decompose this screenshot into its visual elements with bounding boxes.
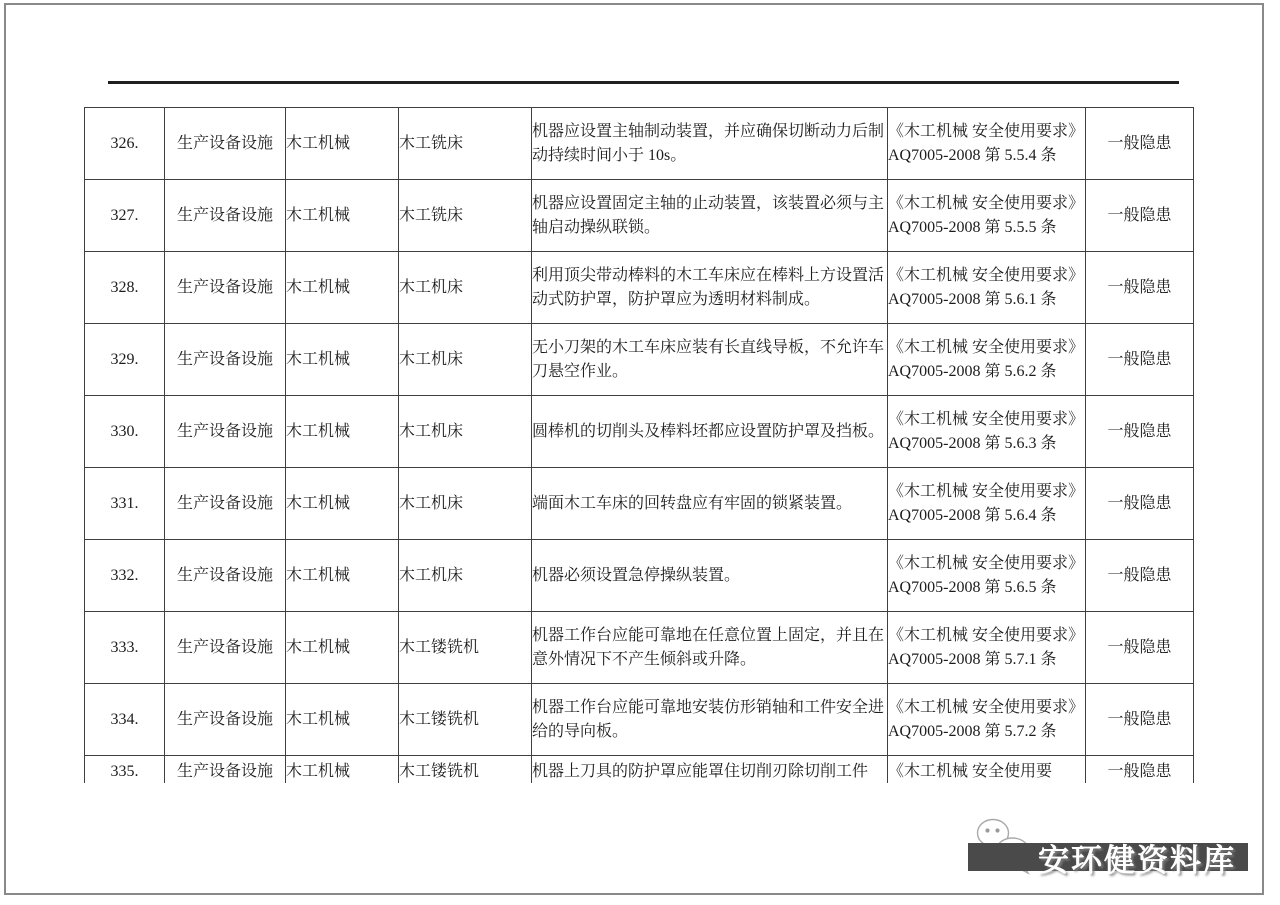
- header-rule: [108, 81, 1179, 84]
- cell-hazard-level: 一般隐患: [1086, 540, 1194, 612]
- cell-reference: 《木工机械 安全使用要求》AQ7005-2008 第 5.5.4 条: [888, 108, 1086, 180]
- cell-equipment: 木工机床: [399, 324, 532, 396]
- cell-reference: 《木工机械 安全使用要求》AQ7005-2008 第 5.6.2 条: [888, 324, 1086, 396]
- table-row: [85, 324, 1194, 396]
- cell-hazard-level: 一般隐患: [1086, 180, 1194, 252]
- cell-reference: 《木工机械 安全使用要求》AQ7005-2008 第 5.5.5 条: [888, 180, 1086, 252]
- table-row: [85, 684, 1194, 756]
- cell-description: 机器上刀具的防护罩应能罩住切削刃除切削工件: [532, 756, 888, 784]
- cell-hazard-level: 一般隐患: [1086, 252, 1194, 324]
- cell-category: 生产设备设施: [165, 684, 286, 756]
- table-row: [85, 252, 1194, 324]
- cell-equipment: 木工镂铣机: [399, 612, 532, 684]
- table-row: [85, 396, 1194, 468]
- cell-hazard-level: 一般隐患: [1086, 612, 1194, 684]
- hazard-table: [84, 107, 1194, 783]
- cell-description: 端面木工车床的回转盘应有牢固的锁紧装置。: [532, 468, 888, 540]
- cell-number: 333.: [85, 612, 165, 684]
- cell-description: 机器工作台应能可靠地在任意位置上固定，并且在意外情况下不产生倾斜或升降。: [532, 612, 888, 684]
- cell-equipment: 木工机床: [399, 252, 532, 324]
- cell-number: 334.: [85, 684, 165, 756]
- cell-category: 生产设备设施: [165, 612, 286, 684]
- cell-number: 327.: [85, 180, 165, 252]
- cell-category: 生产设备设施: [165, 180, 286, 252]
- cell-number: 330.: [85, 396, 165, 468]
- cell-category: 生产设备设施: [165, 324, 286, 396]
- cell-number: 329.: [85, 324, 165, 396]
- cell-hazard-level: 一般隐患: [1086, 396, 1194, 468]
- cell-equipment: 木工机床: [399, 468, 532, 540]
- cell-machine-type: 木工机械: [286, 756, 399, 784]
- cell-description: 利用顶尖带动棒料的木工车床应在棒料上方设置活动式防护罩，防护罩应为透明材料制成。: [532, 252, 888, 324]
- cell-hazard-level: 一般隐患: [1086, 324, 1194, 396]
- table-row: [85, 468, 1194, 540]
- cell-number: 335.: [85, 756, 165, 784]
- table-row: [85, 108, 1194, 180]
- cell-description: 机器必须设置急停操纵装置。: [532, 540, 888, 612]
- table-row: [85, 612, 1194, 684]
- cell-machine-type: 木工机械: [286, 108, 399, 180]
- cell-equipment: 木工机床: [399, 396, 532, 468]
- cell-equipment: 木工铣床: [399, 108, 532, 180]
- cell-description: 机器应设置固定主轴的止动装置，该装置必须与主轴启动操纵联锁。: [532, 180, 888, 252]
- cell-category: 生产设备设施: [165, 468, 286, 540]
- table-row: [85, 540, 1194, 612]
- table-row: [85, 756, 1194, 784]
- cell-category: 生产设备设施: [165, 540, 286, 612]
- cell-category: 生产设备设施: [165, 396, 286, 468]
- cell-reference: 《木工机械 安全使用要求》AQ7005-2008 第 5.6.3 条: [888, 396, 1086, 468]
- cell-hazard-level: 一般隐患: [1086, 756, 1194, 784]
- cell-reference: 《木工机械 安全使用要求》AQ7005-2008 第 5.6.1 条: [888, 252, 1086, 324]
- cell-description: 机器工作台应能可靠地安装仿形销轴和工件安全进给的导向板。: [532, 684, 888, 756]
- hazard-table-container: [84, 107, 1196, 783]
- cell-reference: 《木工机械 安全使用要求》AQ7005-2008 第 5.6.5 条: [888, 540, 1086, 612]
- cell-machine-type: 木工机械: [286, 684, 399, 756]
- cell-category: 生产设备设施: [165, 108, 286, 180]
- cell-category: 生产设备设施: [165, 756, 286, 784]
- cell-machine-type: 木工机械: [286, 468, 399, 540]
- cell-equipment: 木工机床: [399, 540, 532, 612]
- cell-machine-type: 木工机械: [286, 324, 399, 396]
- cell-machine-type: 木工机械: [286, 540, 399, 612]
- cell-reference: 《木工机械 安全使用要求》AQ7005-2008 第 5.7.1 条: [888, 612, 1086, 684]
- cell-number: 328.: [85, 252, 165, 324]
- cell-reference: 《木工机械 安全使用要: [888, 756, 1086, 784]
- cell-machine-type: 木工机械: [286, 396, 399, 468]
- cell-machine-type: 木工机械: [286, 612, 399, 684]
- cell-description: 无小刀架的木工车床应装有长直线导板，不允许车刀悬空作业。: [532, 324, 888, 396]
- cell-hazard-level: 一般隐患: [1086, 684, 1194, 756]
- cell-number: 332.: [85, 540, 165, 612]
- cell-hazard-level: 一般隐患: [1086, 468, 1194, 540]
- cell-hazard-level: 一般隐患: [1086, 108, 1194, 180]
- cell-equipment: 木工镂铣机: [399, 684, 532, 756]
- cell-reference: 《木工机械 安全使用要求》AQ7005-2008 第 5.6.4 条: [888, 468, 1086, 540]
- cell-machine-type: 木工机械: [286, 252, 399, 324]
- cell-machine-type: 木工机械: [286, 180, 399, 252]
- cell-reference: 《木工机械 安全使用要求》AQ7005-2008 第 5.7.2 条: [888, 684, 1086, 756]
- cell-category: 生产设备设施: [165, 252, 286, 324]
- table-row: [85, 180, 1194, 252]
- cell-number: 326.: [85, 108, 165, 180]
- cell-number: 331.: [85, 468, 165, 540]
- watermark-text: 安环健资料库: [1038, 843, 1236, 878]
- cell-description: 机器应设置主轴制动装置，并应确保切断动力后制动持续时间小于 10s。: [532, 108, 888, 180]
- cell-equipment: 木工铣床: [399, 180, 532, 252]
- cell-description: 圆棒机的切削头及棒料坯都应设置防护罩及挡板。: [532, 396, 888, 468]
- cell-equipment: 木工镂铣机: [399, 756, 532, 784]
